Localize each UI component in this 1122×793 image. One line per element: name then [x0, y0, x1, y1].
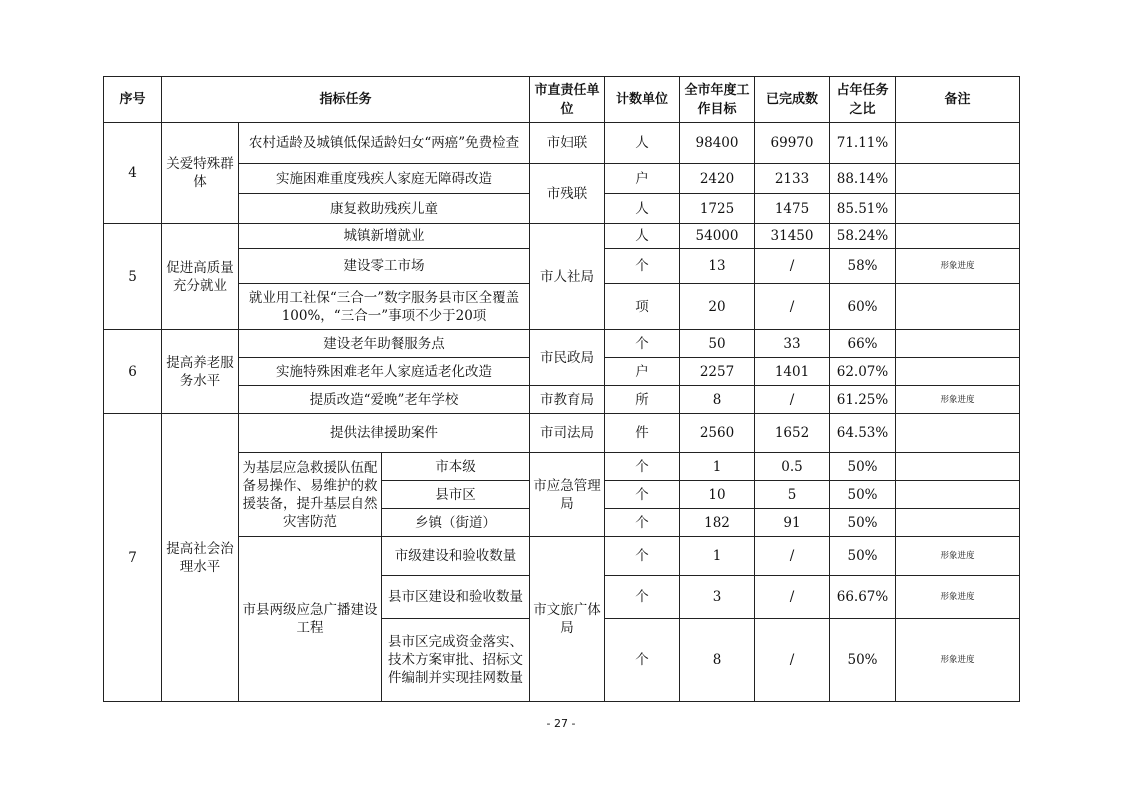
done-cell: 1652: [755, 414, 830, 453]
done-cell: /: [755, 386, 830, 414]
subtask-cell: 县市区完成资金落实、技术方案审批、招标文件编制并实现挂网数量: [382, 619, 530, 702]
subtask-cell: 市级建设和验收数量: [382, 537, 530, 576]
measure-cell: 户: [605, 164, 680, 194]
ratio-cell: 50%: [830, 537, 896, 576]
target-cell: 50: [680, 330, 755, 358]
target-cell: 1725: [680, 194, 755, 224]
subtask-cell: 县市区: [382, 481, 530, 509]
target-cell: 2420: [680, 164, 755, 194]
measure-cell: 个: [605, 537, 680, 576]
measure-cell: 个: [605, 453, 680, 481]
task-cell: 康复救助残疾儿童: [239, 194, 530, 224]
measure-cell: 个: [605, 249, 680, 284]
task-cell: 建设零工市场: [239, 249, 530, 284]
target-cell: 182: [680, 509, 755, 537]
done-cell: 33: [755, 330, 830, 358]
row-number: 4: [104, 123, 162, 224]
unit-cell: 市残联: [530, 164, 605, 224]
table-row: [104, 453, 1020, 481]
subtask-cell: 县市区建设和验收数量: [382, 576, 530, 619]
table-row: [104, 123, 1020, 164]
task-cell: 实施特殊困难老年人家庭适老化改造: [239, 358, 530, 386]
row-number: 7: [104, 414, 162, 702]
category-cell: 提高社会治理水平: [162, 414, 239, 702]
note-cell: 形象进度: [896, 386, 1020, 414]
category-cell: 促进高质量充分就业: [162, 224, 239, 330]
ratio-cell: 88.14%: [830, 164, 896, 194]
col-header-ratio: 占年任务之比: [830, 77, 896, 123]
header-row: [104, 77, 1020, 123]
target-cell: 2560: [680, 414, 755, 453]
ratio-cell: 58.24%: [830, 224, 896, 249]
task-cell: 为基层应急救援队伍配备易操作、易维护的救援装备，提升基层自然灾害防范: [239, 453, 382, 537]
done-cell: /: [755, 249, 830, 284]
measure-cell: 所: [605, 386, 680, 414]
measure-cell: 个: [605, 509, 680, 537]
task-cell: 提质改造“爱晚”老年学校: [239, 386, 530, 414]
done-cell: /: [755, 284, 830, 330]
ratio-cell: 71.11%: [830, 123, 896, 164]
ratio-cell: 58%: [830, 249, 896, 284]
note-cell: [896, 330, 1020, 358]
task-cell: 实施困难重度残疾人家庭无障碍改造: [239, 164, 530, 194]
done-cell: 5: [755, 481, 830, 509]
task-cell: 就业用工社保“三合一”数字服务县市区全覆盖100%，“三合一”事项不少于20项: [239, 284, 530, 330]
note-cell: 形象进度: [896, 249, 1020, 284]
target-cell: 54000: [680, 224, 755, 249]
note-cell: [896, 358, 1020, 386]
unit-cell: 市教育局: [530, 386, 605, 414]
ratio-cell: 61.25%: [830, 386, 896, 414]
note-cell: 形象进度: [896, 619, 1020, 702]
done-cell: /: [755, 619, 830, 702]
done-cell: 1475: [755, 194, 830, 224]
measure-cell: 项: [605, 284, 680, 330]
task-cell: 农村适龄及城镇低保适龄妇女“两癌”免费检查: [239, 123, 530, 164]
done-cell: 2133: [755, 164, 830, 194]
task-cell: 建设老年助餐服务点: [239, 330, 530, 358]
table-row: [104, 386, 1020, 414]
done-cell: 91: [755, 509, 830, 537]
measure-cell: 人: [605, 224, 680, 249]
note-cell: [896, 509, 1020, 537]
table-row: [104, 164, 1020, 194]
ratio-cell: 85.51%: [830, 194, 896, 224]
unit-cell: 市人社局: [530, 224, 605, 330]
measure-cell: 件: [605, 414, 680, 453]
note-cell: [896, 123, 1020, 164]
row-number: 6: [104, 330, 162, 414]
target-cell: 3: [680, 576, 755, 619]
unit-cell: 市妇联: [530, 123, 605, 164]
unit-cell: 市司法局: [530, 414, 605, 453]
ratio-cell: 66.67%: [830, 576, 896, 619]
done-cell: 0.5: [755, 453, 830, 481]
measure-cell: 个: [605, 576, 680, 619]
subtask-cell: 市本级: [382, 453, 530, 481]
col-header-unit: 市直责任单位: [530, 77, 605, 123]
category-cell: 提高养老服务水平: [162, 330, 239, 414]
note-cell: [896, 414, 1020, 453]
done-cell: 69970: [755, 123, 830, 164]
ratio-cell: 60%: [830, 284, 896, 330]
ratio-cell: 50%: [830, 509, 896, 537]
target-cell: 10: [680, 481, 755, 509]
done-cell: 1401: [755, 358, 830, 386]
note-cell: 形象进度: [896, 576, 1020, 619]
unit-cell: 市应急管理局: [530, 453, 605, 537]
ratio-cell: 50%: [830, 619, 896, 702]
col-header-task: 指标任务: [162, 77, 530, 123]
target-cell: 1: [680, 453, 755, 481]
note-cell: [896, 224, 1020, 249]
col-header-done: 已完成数: [755, 77, 830, 123]
measure-cell: 个: [605, 619, 680, 702]
ratio-cell: 62.07%: [830, 358, 896, 386]
task-cell: 城镇新增就业: [239, 224, 530, 249]
measure-cell: 人: [605, 123, 680, 164]
row-number: 5: [104, 224, 162, 330]
target-cell: 20: [680, 284, 755, 330]
task-cell: 提供法律援助案件: [239, 414, 530, 453]
measure-cell: 人: [605, 194, 680, 224]
ratio-cell: 64.53%: [830, 414, 896, 453]
ratio-cell: 50%: [830, 453, 896, 481]
measure-cell: 个: [605, 481, 680, 509]
measure-cell: 户: [605, 358, 680, 386]
note-cell: [896, 164, 1020, 194]
note-cell: [896, 194, 1020, 224]
target-cell: 8: [680, 619, 755, 702]
done-cell: 31450: [755, 224, 830, 249]
task-cell: 市县两级应急广播建设工程: [239, 537, 382, 702]
target-cell: 1: [680, 537, 755, 576]
category-cell: 关爱特殊群体: [162, 123, 239, 224]
note-cell: [896, 481, 1020, 509]
col-header-no: 序号: [104, 77, 162, 123]
target-cell: 2257: [680, 358, 755, 386]
target-cell: 98400: [680, 123, 755, 164]
col-header-note: 备注: [896, 77, 1020, 123]
unit-cell: 市文旅广体局: [530, 537, 605, 702]
target-cell: 8: [680, 386, 755, 414]
ratio-cell: 50%: [830, 481, 896, 509]
subtask-cell: 乡镇（街道）: [382, 509, 530, 537]
target-cell: 13: [680, 249, 755, 284]
note-cell: [896, 284, 1020, 330]
col-header-measure: 计数单位: [605, 77, 680, 123]
done-cell: /: [755, 576, 830, 619]
col-header-target: 全市年度工作目标: [680, 77, 755, 123]
table-row: [104, 224, 1020, 249]
done-cell: /: [755, 537, 830, 576]
table-row: [104, 537, 1020, 576]
unit-cell: 市民政局: [530, 330, 605, 386]
ratio-cell: 66%: [830, 330, 896, 358]
page-number: - 27 -: [546, 717, 576, 730]
note-cell: 形象进度: [896, 537, 1020, 576]
table-row: [104, 414, 1020, 453]
measure-cell: 个: [605, 330, 680, 358]
note-cell: [896, 453, 1020, 481]
indicator-table: [103, 76, 1020, 702]
table-row: [104, 330, 1020, 358]
